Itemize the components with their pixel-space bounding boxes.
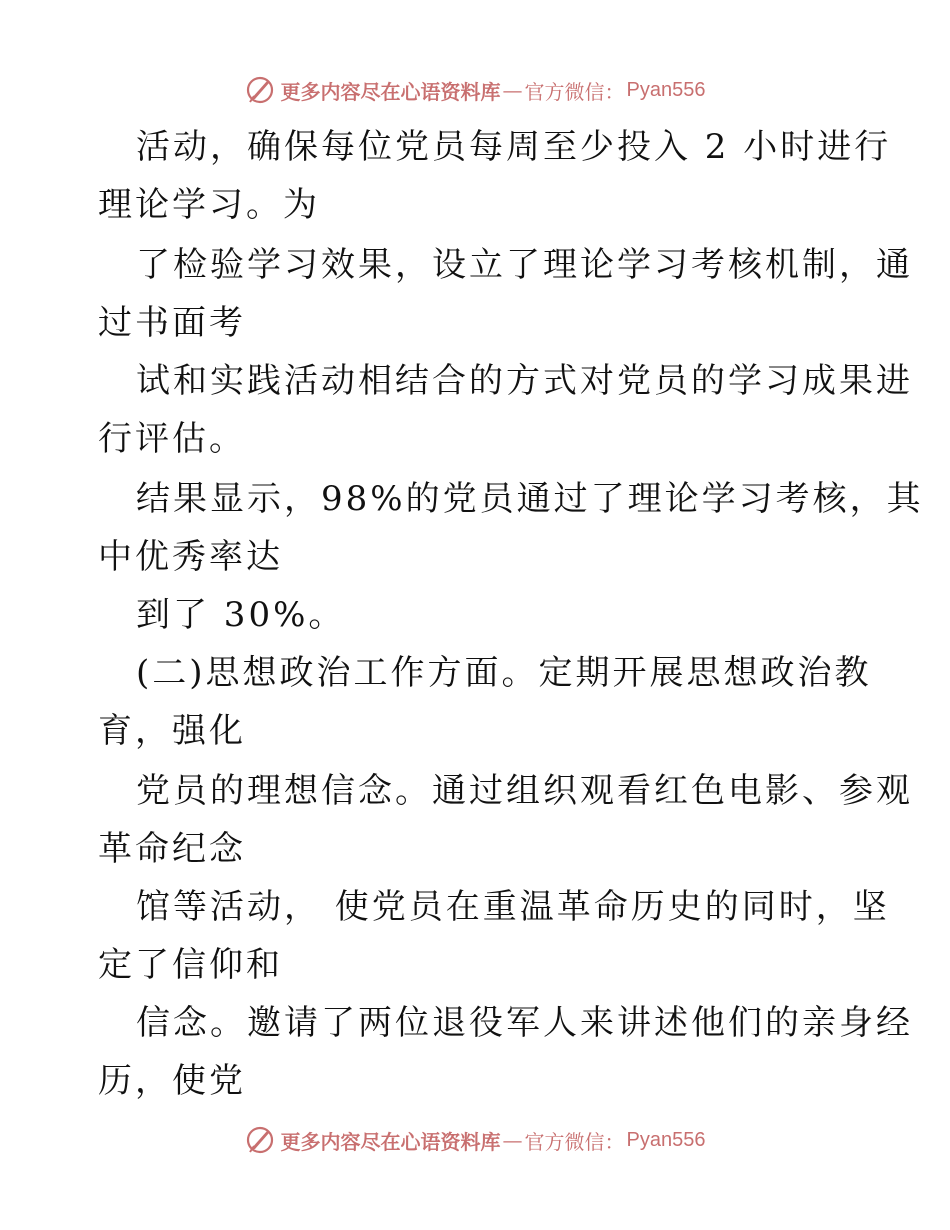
body-line: 活动，确保每位党员每周至少投入 2 小时进行 — [136, 127, 892, 167]
quill-logo-icon — [245, 1125, 275, 1155]
body-line: 育，强化 — [98, 711, 246, 751]
body-line: 过书面考 — [98, 303, 246, 343]
body-line: 行评估。 — [98, 419, 246, 459]
body-line: 理论学习。为 — [98, 185, 320, 225]
footer-watermark — [0, 1120, 950, 1160]
body-line: 中优秀率达 — [98, 537, 283, 577]
watermark-wechat-label: 官方微信： — [524, 1129, 625, 1154]
body-line: 定了信仰和 — [98, 945, 283, 985]
body-line: 了检验学习效果，设立了理论学习考核机制，通 — [136, 245, 913, 285]
body-line: (二)思想政治工作方面。定期开展思想政治教 — [136, 653, 872, 693]
body-line: 馆等活动， 使党员在重温革命历史的同时，坚 — [136, 887, 890, 927]
watermark-wechat-id: Pyan556 — [626, 1128, 706, 1151]
watermark-wechat-id: Pyan556 — [626, 78, 706, 101]
body-line: 结果显示，98%的党员通过了理论学习考核，其 — [136, 479, 924, 519]
watermark-dash: — — [502, 78, 523, 102]
quill-logo-icon — [245, 75, 275, 105]
body-line: 历，使党 — [98, 1061, 246, 1101]
watermark-dash: — — [502, 1128, 523, 1152]
body-line: 试和实践活动相结合的方式对党员的学习成果进 — [136, 361, 913, 401]
body-line: 信念。邀请了两位退役军人来讲述他们的亲身经 — [136, 1003, 913, 1043]
watermark-brand-text: 更多内容尽在心语资料库 — [280, 1129, 501, 1154]
body-line: 到了 30%。 — [136, 595, 346, 635]
watermark-wechat-label: 官方微信： — [524, 79, 625, 104]
header-watermark — [0, 70, 950, 110]
body-line: 革命纪念 — [98, 829, 246, 869]
watermark-brand-text: 更多内容尽在心语资料库 — [280, 79, 501, 104]
body-line: 党员的理想信念。通过组织观看红色电影、参观 — [136, 771, 913, 811]
